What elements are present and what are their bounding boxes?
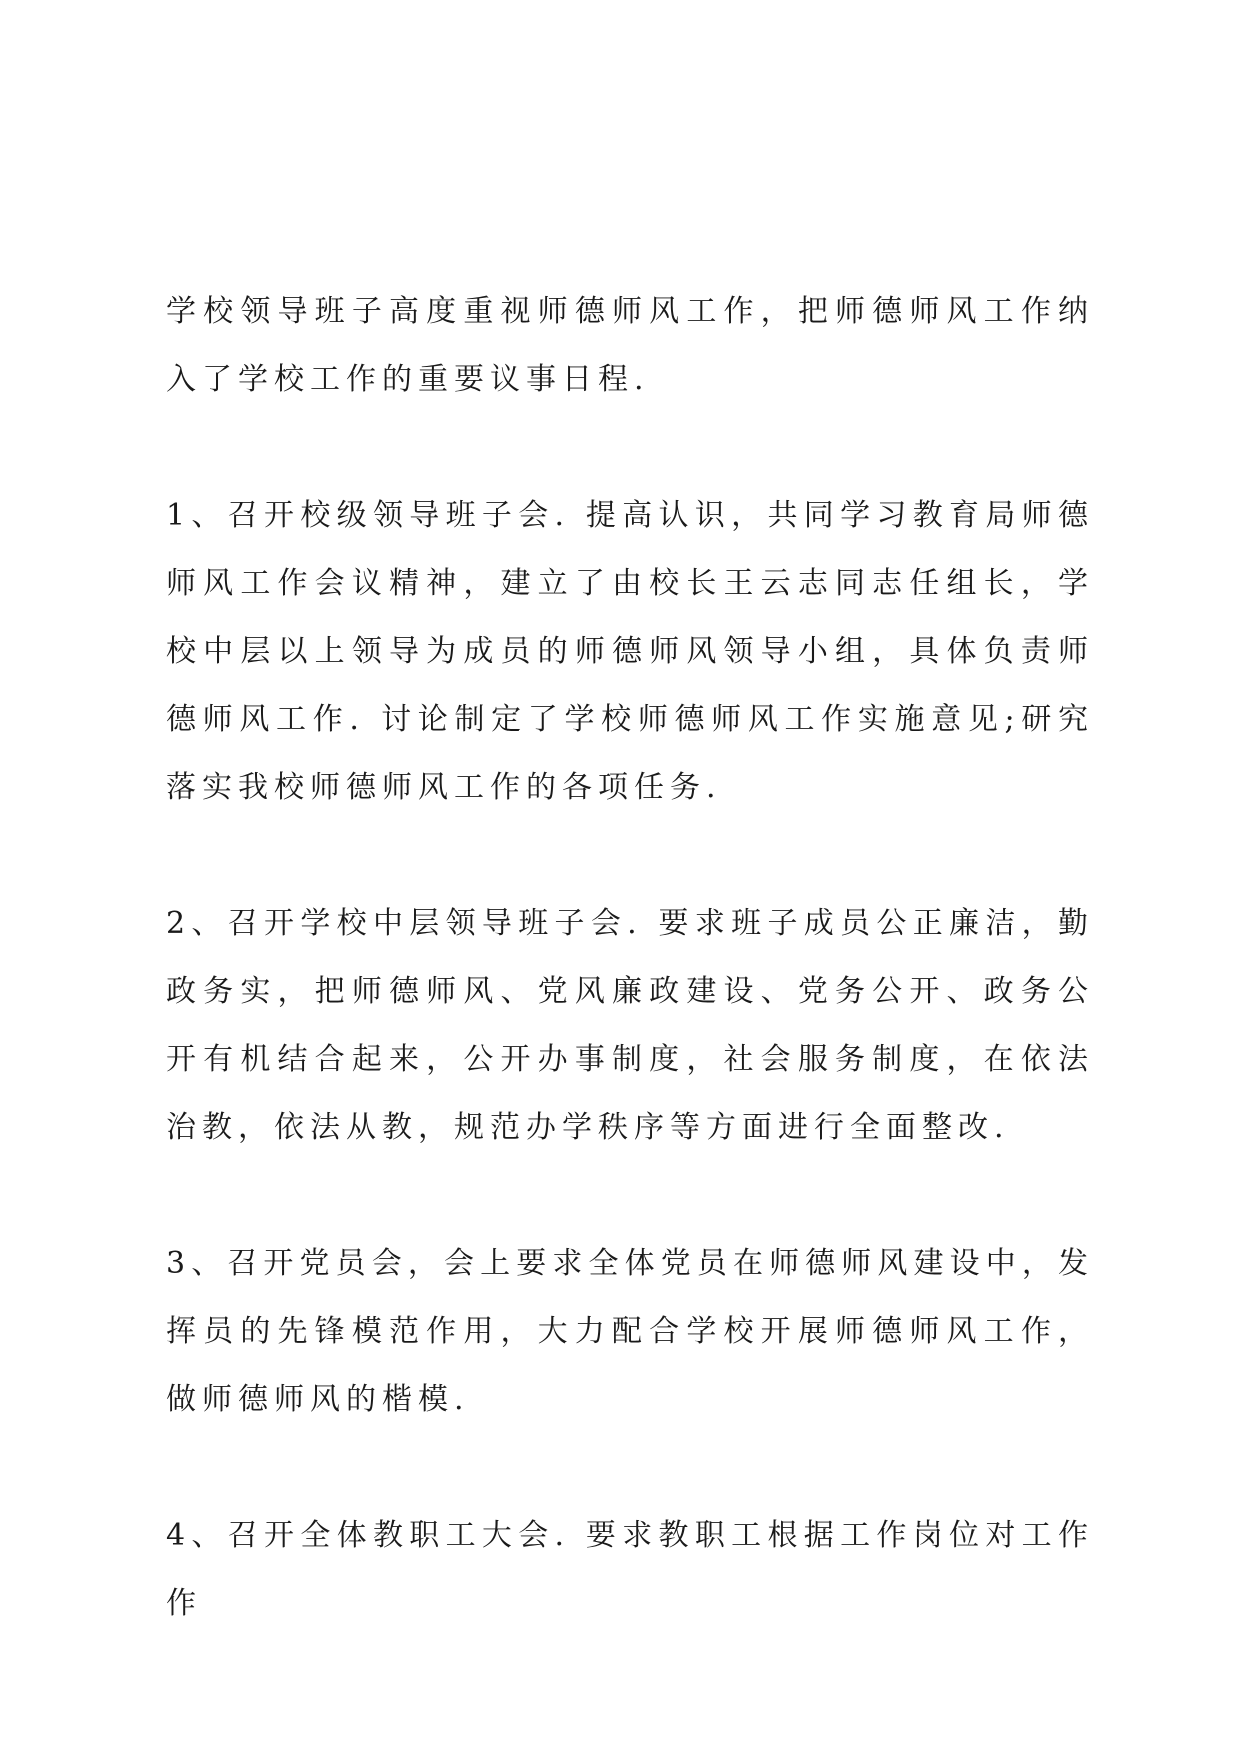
paragraph-intro: 学校领导班子高度重视师德师风工作，把师德师风工作纳入了学校工作的重要议事日程. (166, 294, 1094, 397)
paragraph-item-2: 2、召开学校中层领导班子会. 要求班子成员公正廉洁，勤政务实，把师德师风、党风廉政建设、党务公开、政务公开有机结合起来，公开办事制度，社会服务制度，在依法治教，依法从教，规范办学秩序等方面进行全面整改. (166, 906, 1094, 1145)
paragraph-item-1: 1、召开校级领导班子会. 提高认识，共同学习教育局师德师风工作会议精神，建立了由校长王云志同志任组长，学校中层以上领导为成员的师德师风领导小组，具体负责师德师风工作. 讨论制定了学校师德师风工作实施意见;研究落实我校师德师风工作的各项任务. (166, 498, 1094, 805)
paragraph-item-4: 4、召开全体教职工大会. 要求教职工根据工作岗位对工作作 (166, 1518, 1094, 1621)
paragraph-item-3: 3、召开党员会，会上要求全体党员在师德师风建设中，发挥员的先锋模范作用，大力配合学校开展师德师风工作，做师德师风的楷模. (166, 1246, 1094, 1417)
document-body (166, 278, 1094, 1638)
